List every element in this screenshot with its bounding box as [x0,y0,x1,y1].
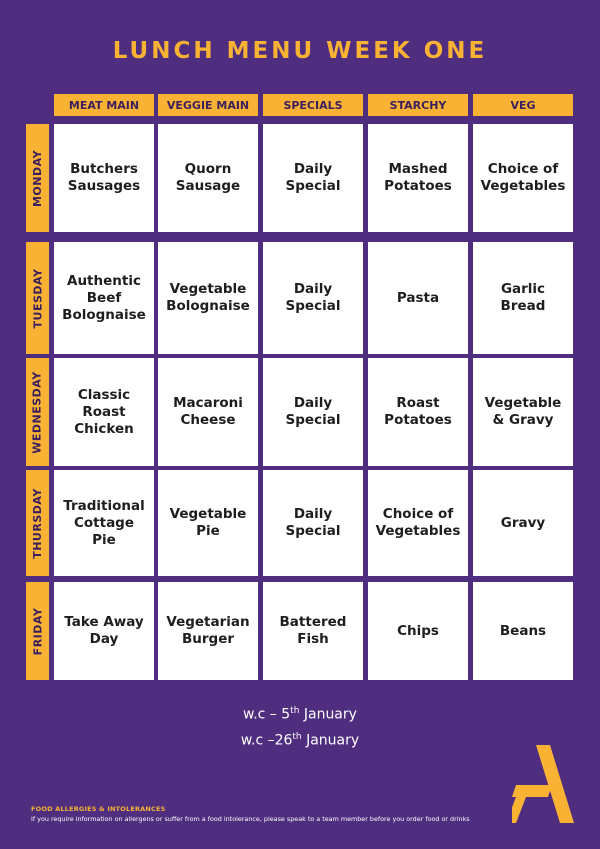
menu-item: Garlic Bread [473,242,573,354]
menu-item: Beans [473,582,573,680]
menu-item: Battered Fish [263,582,363,680]
menu-item: Choice of Vegetables [368,470,468,576]
week-date-1: w.c – 5th January [243,706,357,723]
day-label [26,242,49,354]
column-header: SPECIALS [263,94,363,116]
day-label [26,470,49,576]
menu-item: Quorn Sausage [158,124,258,232]
menu-item: Daily Special [263,242,363,354]
menu-item: Vegetable Pie [158,470,258,576]
day-label [26,124,49,232]
menu-item: Vegetarian Burger [158,582,258,680]
menu-item: Daily Special [263,358,363,466]
menu-item: Roast Potatoes [368,358,468,466]
menu-item: Classic Roast Chicken [54,358,154,466]
menu-item: Vegetable & Gravy [473,358,573,466]
allergy-notice [31,805,501,823]
menu-item: Butchers Sausages [54,124,154,232]
menu-item: Chips [368,582,468,680]
day-label [26,582,49,680]
week-dates [0,700,600,751]
page-title: LUNCH MENU WEEK ONE [112,38,488,64]
day-label-text: TUESDAY [31,268,44,328]
column-header: STARCHY [368,94,468,116]
day-label-text: WEDNESDAY [31,370,45,454]
menu-item: Macaroni Cheese [158,358,258,466]
day-label-text: THURSDAY [31,487,44,559]
column-header: VEG [473,94,573,116]
column-header: VEGGIE MAIN [158,94,258,116]
allergy-heading: FOOD ALLERGIES & INTOLERANCES [31,805,166,813]
day-label-text: MONDAY [31,149,44,207]
menu-item: Mashed Potatoes [368,124,468,232]
day-label [26,358,49,466]
brand-a-logo-icon [512,745,574,823]
column-header: MEAT MAIN [54,94,154,116]
menu-item: Daily Special [263,124,363,232]
menu-item: Take Away Day [54,582,154,680]
menu-item: Choice of Vegetables [473,124,573,232]
menu-item: Gravy [473,470,573,576]
menu-item: Pasta [368,242,468,354]
week-date-2: w.c –26th January [240,731,360,749]
menu-item: Authentic Beef Bolognaise [54,242,154,354]
menu-item: Vegetable Bolognaise [158,242,258,354]
menu-item: Daily Special [263,470,363,576]
allergy-text: If you require information on allergens or suffer from a food intolerance, please speak to a team member before you order food or drinks [31,815,470,823]
day-label-text: FRIDAY [31,607,45,655]
menu-item: Traditional Cottage Pie [54,470,154,576]
